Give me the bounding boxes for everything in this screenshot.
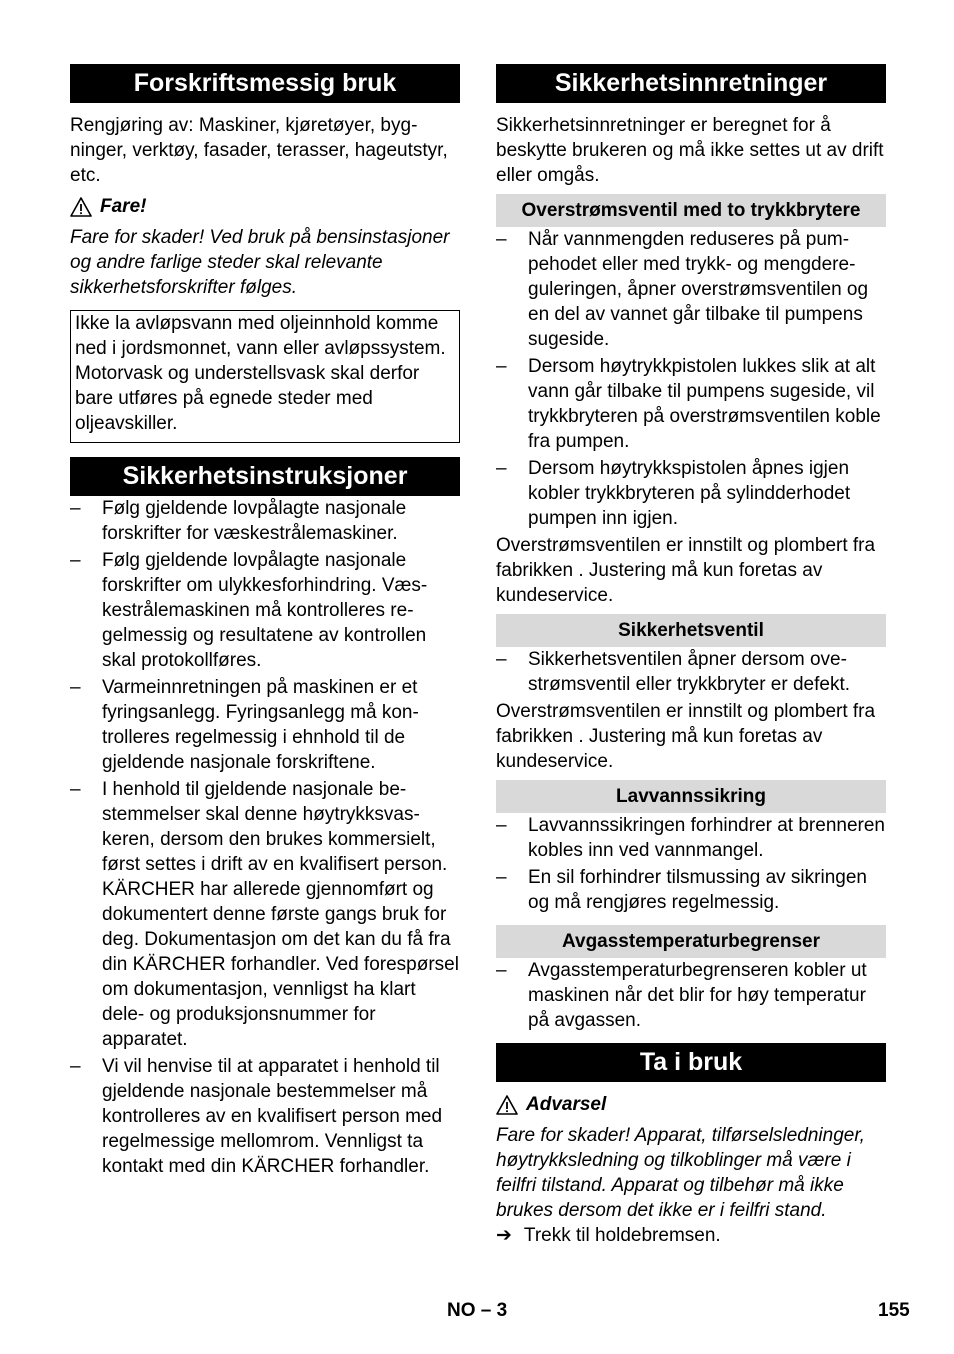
- warning-text: Fare for skader! Apparat, tilførselsledninger, høytrykksledning og tilkoblinger må være i feilfri tilstand. Apparat og tilbehør må ikke brukes dersom det ikke er i feilfri stand.: [496, 1125, 865, 1221]
- right-column: [496, 64, 886, 1248]
- danger-heading: [70, 194, 460, 219]
- safety-valve-note: Overstrømsventilen er innstilt og plombert fra fabrikken . Justering må kun foretas av kundeservice.: [496, 701, 876, 772]
- danger-text: Fare for skader! Ved bruk på bensinstasjoner og andre farlige steder skal relevante sikkerhetsforskrifter følges.: [70, 227, 450, 298]
- heading-low-water: Lavvannssikring: [496, 780, 886, 813]
- list-item: – Følg gjeldende lovpålagte nasjonale forskrifter om ulykkesforhindring. Væskestrålemaskinen må kontrolleres regelmessig og resultatene av kontrollen skal protokollføres.: [70, 550, 428, 671]
- step-text: Trekk til holdebremsen.: [523, 1225, 721, 1246]
- list-item: – Vi vil henvise til at apparatet i henhold til gjeldende nasjonale bestemmelser må kontrolleres av en kvalifisert person med regelmessige mellomrom. Vennligst ta kontakt med din KÄRCHER forhandler.: [70, 1056, 443, 1177]
- warning-label: Advarsel: [526, 1094, 607, 1115]
- heading-safety-instructions: Sikkerhetsinstruksjoner: [70, 457, 460, 496]
- safety-list: [70, 496, 460, 1179]
- list-item: – En sil forhindrer tilsmussing av sikringen og må rengjøres regelmessig.: [496, 867, 867, 913]
- warning-triangle-icon: [496, 1095, 518, 1115]
- heading-safety-valve: Sikkerhetsventil: [496, 614, 886, 647]
- heading-safety-devices: Sikkerhetsinnretninger: [496, 64, 886, 103]
- footer-page-number: 155: [878, 1300, 910, 1321]
- exhaust-list: [496, 958, 886, 1033]
- list-item: – I henhold til gjeldende nasjonale bestemmelser skal denne høytrykksvaskeren, dersom den brukes kommersielt, først settes i drift av en kvalifisert person. KÄRCHER har allerede gjennomført og dokumentert denne første gangs bruk for deg. Dokumentasjon om det kan du få fra din KÄRCHER forhandler. Ved forespørsel om dokumentasjon, vennligst ha klart dele- og produksjonsnummer for apparatet.: [70, 779, 459, 1050]
- list-item: – Dersom høytrykkpistolen lukkes slik at alt vann går tilbake til pumpens sugeside, vil trykkbryteren på overstrømsventilen koble fra pumpen.: [496, 356, 881, 452]
- list-item: – Dersom høytrykkspistolen åpnes igjen kobler trykkbryteren på sylindderhodet pumpen inn igjen.: [496, 458, 851, 529]
- list-item: – Sikkerhetsventilen åpner dersom ovestrømsventil eller trykkbryter er defekt.: [496, 649, 851, 695]
- overflow-list: [496, 227, 886, 531]
- low-water-list: [496, 813, 886, 915]
- list-item: – Følg gjeldende lovpålagte nasjonale forskrifter for væskestrålemaskiner.: [70, 498, 407, 544]
- warning-heading: [496, 1092, 886, 1117]
- heading-overflow-valve: Overstrømsventil med to trykkbrytere: [496, 194, 886, 227]
- arrow-right-icon: ➔: [496, 1225, 512, 1246]
- heading-usage: Forskriftsmessig bruk: [70, 64, 460, 103]
- list-item: – Når vannmengden reduseres på pumpehodet eller med trykk- og mengdereguleringen, åpner overstrømsventilen og en del av vannet går tilbake til pumpens sugeside.: [496, 229, 869, 350]
- devices-intro: Sikkerhetsinnretninger er beregnet for å beskytte brukeren og må ikke settes ut av drift eller omgås.: [496, 115, 884, 186]
- heading-start-up: Ta i bruk: [496, 1043, 886, 1082]
- environment-box: [70, 310, 460, 443]
- list-item: – Varmeinnretningen på maskinen er et fyringsanlegg. Fyringsanlegg må kontrolleres regelmessig i ehnhold til de gjeldende nasjonale forskriftene.: [70, 677, 419, 773]
- list-item: – Lavvannssikringen forhindrer at brenneren kobles inn ved vannmangel.: [496, 815, 885, 861]
- list-item: – Avgasstemperaturbegrenseren kobler ut maskinen når det blir for høy temperatur på avgassen.: [496, 960, 867, 1031]
- overflow-note: Overstrømsventilen er innstilt og plombert fra fabrikken . Justering må kun foretas av kundeservice.: [496, 535, 876, 606]
- environment-text: Ikke la avløpsvann med oljeinnhold komme ned i jordsmonnet, vann eller avløpssystem. Motorvask og understellsvask skal derfor bare utføres på egnede steder med oljeavskiller.: [75, 313, 446, 434]
- warning-triangle-icon: [70, 197, 92, 217]
- safety-valve-list: [496, 647, 886, 697]
- usage-text: Rengjøring av: Maskiner, kjøretøyer, bygninger, verktøy, fasader, terasser, hageutstyr, etc.: [70, 115, 448, 186]
- step-item: [496, 1223, 886, 1248]
- heading-exhaust-limiter: Avgasstemperaturbegrenser: [496, 925, 886, 958]
- left-column: [70, 64, 460, 1181]
- danger-label: Fare!: [100, 196, 147, 217]
- footer-language-code: NO – 3: [447, 1300, 508, 1321]
